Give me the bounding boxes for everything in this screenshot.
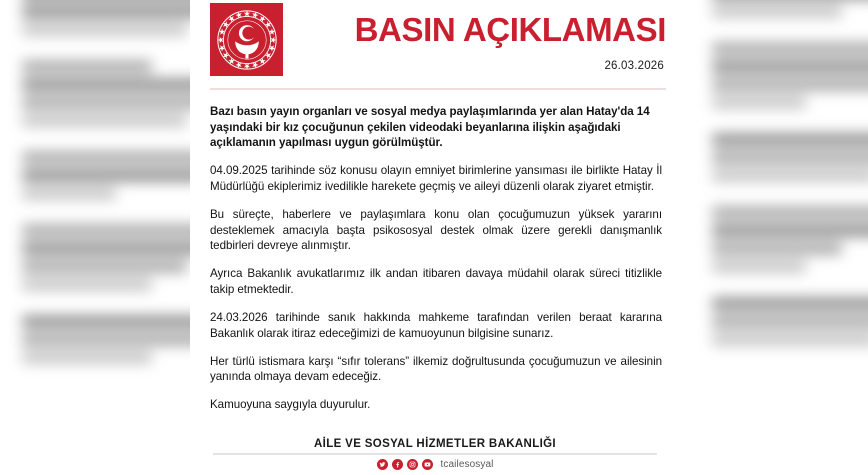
paragraph-closing: Kamuoyuna saygıyla duyurulur.	[210, 398, 371, 412]
document-header	[190, 0, 680, 84]
facebook-icon[interactable]	[392, 459, 403, 470]
paragraph-2: Bu süreçte, haberlere ve paylaşımlara konu olan çocuğumuzun yüksek yararını desteklemek amacıyla başta psikososyal destek olmak üzere gerekli danışmanlık tedbirleri devreye alınmıştır.	[210, 207, 662, 253]
ministry-name: AİLE VE SOSYAL HİZMETLER BAKANLIĞI	[314, 438, 556, 450]
background-blur-right	[648, 0, 868, 475]
social-handle[interactable]: tcailesosyal	[440, 459, 494, 470]
press-release-body	[190, 90, 680, 413]
footer-divider	[213, 453, 657, 455]
page-title: BASIN AÇIKLAMASI	[354, 11, 666, 48]
paragraph-3: Ayrıca Bakanlık avukatlarımız ilk andan itibaren davaya müdahil olarak süreci titizlikle takip etmektedir.	[210, 267, 662, 296]
instagram-icon[interactable]	[407, 459, 418, 470]
press-release-card	[190, 0, 680, 475]
header-text-group	[283, 3, 666, 72]
ministry-logo-block	[210, 3, 283, 76]
paragraph-lead: Bazı basın yayın organları ve sosyal medya paylaşımlarında yer alan Hatay'da 14 yaşındaki bir kız çocuğunun çekilen videodaki beyanlarına ilişkin aşağıdaki açıklamanın yapılması uygun görülmüştür.	[210, 105, 650, 150]
social-media-row	[210, 459, 660, 473]
youtube-icon[interactable]	[422, 459, 433, 470]
publication-date: 26.03.2026	[604, 60, 664, 72]
paragraph-1: 04.09.2025 tarihinde söz konusu olayın emniyet birimlerine yansıması ile birlikte Hatay İl Müdürlüğü ekiplerimiz ivedilikle harekete geçmiş ve aileyi düzenli olarak ziyaret etmiştir.	[210, 164, 662, 193]
paragraph-4: 24.03.2026 tarihinde sanık hakkında mahkeme tarafından verilen beraat kararına Bakanlık olarak itiraz edeceğimizi de kamuoyunun bilgisine sunarız.	[210, 310, 662, 340]
document-footer	[190, 438, 680, 475]
paragraph-5: Her türlü istismara karşı “sıfır tolerans” ilkemiz doğrultusunda çocuğumuzun ve ailesinin yanında olmaya devam edeceğiz.	[210, 354, 662, 384]
twitter-icon[interactable]	[377, 459, 388, 470]
ministry-emblem-icon	[216, 9, 278, 71]
